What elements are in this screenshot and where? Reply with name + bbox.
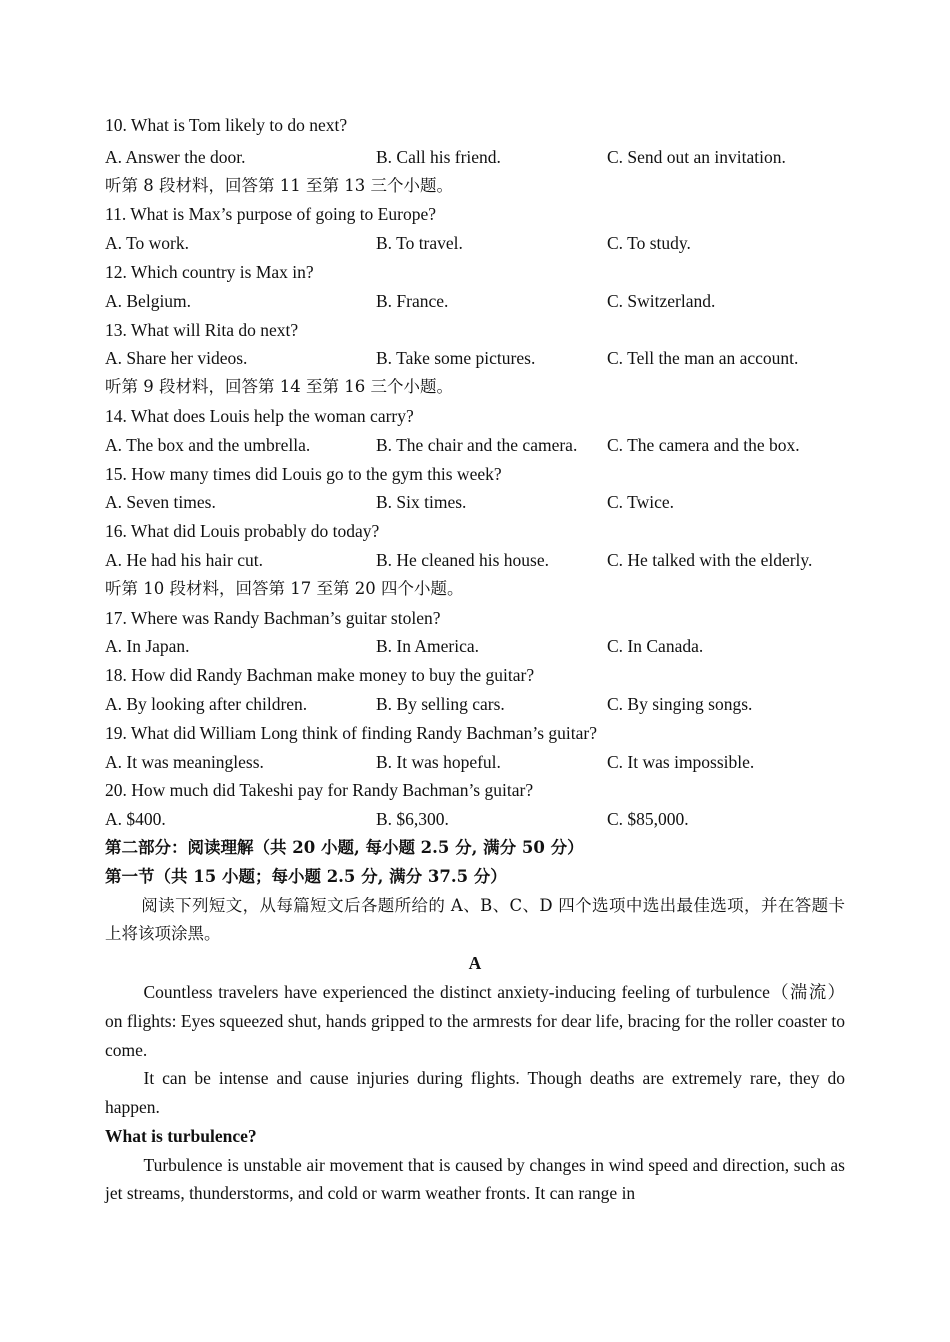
question-14: 14. What does Louis help the woman carry? [105, 405, 414, 426]
question-17: 17. Where was Randy Bachman’s guitar stolen? [105, 607, 441, 628]
option-c: C. Switzerland. [607, 290, 716, 311]
section-1-heading: 第一节（共 15 小题；每小题 2.5 分, 满分 37.5 分） [105, 866, 507, 886]
options-18 [105, 690, 845, 719]
option-b: B. The chair and the camera. [376, 434, 578, 455]
options-10 [105, 143, 845, 172]
option-b: B. He cleaned his house. [376, 549, 550, 570]
option-c: C. $85,000. [607, 809, 689, 830]
options-13 [105, 344, 845, 373]
option-c: C. The camera and the box. [607, 434, 800, 455]
passage-title: A [468, 953, 482, 974]
question-20: 20. How much did Takeshi pay for Randy Bachman’s guitar? [105, 780, 534, 801]
option-c: C. To study. [607, 233, 691, 254]
option-a: A. The box and the umbrella. [105, 434, 311, 455]
options-11 [105, 229, 845, 258]
reading-instructions: 阅读下列短文，从每篇短文后各题所给的 A、B、C、D 四个选项中选出最佳选项，并在答题卡上将该项涂黑。 [105, 895, 845, 944]
option-b: B. In America. [376, 636, 480, 657]
option-c: C. By singing songs. [607, 693, 753, 714]
option-c: C. Send out an invitation. [607, 146, 786, 167]
option-b: B. It was hopeful. [376, 751, 501, 772]
part-2-heading: 第二部分：阅读理解（共 20 小题, 每小题 2.5 分, 满分 50 分） [105, 837, 584, 857]
question-15: 15. How many times did Louis go to the gym this week? [105, 463, 502, 484]
option-a: A. Share her videos. [105, 348, 248, 369]
question-16: 16. What did Louis probably do today? [105, 521, 380, 542]
option-c: C. It was impossible. [607, 751, 755, 772]
options-16 [105, 546, 845, 575]
option-a: A. By looking after children. [105, 693, 308, 714]
passage-paragraph-2: It can be intense and cause injuries during flights. Though deaths are extremely rare, they do happen. [105, 1068, 845, 1118]
option-b: B. By selling cars. [376, 693, 505, 714]
section-10-instruction: 听第 10 段材料，回答第 17 至第 20 四个小题。 [105, 578, 464, 598]
options-19 [105, 748, 845, 777]
question-11: 11. What is Max’s purpose of going to Europe? [105, 204, 436, 225]
passage-subheading: What is turbulence? [105, 1125, 257, 1146]
option-a: A. To work. [105, 233, 190, 254]
options-12 [105, 287, 845, 316]
section-8-instruction: 听第 8 段材料，回答第 11 至第 13 三个小题。 [105, 175, 453, 195]
passage-paragraph-3: Turbulence is unstable air movement that is caused by changes in wind speed and direction, such as jet streams, thunderstorms, and cold or warm weather fronts. It can range in [105, 1154, 845, 1204]
option-c: C. Twice. [607, 492, 674, 513]
option-a: A. He had his hair cut. [105, 549, 263, 570]
options-17 [105, 632, 845, 661]
question-18: 18. How did Randy Bachman make money to buy the guitar? [105, 665, 535, 686]
question-12: 12. Which country is Max in? [105, 261, 314, 282]
option-a: A. $400. [105, 809, 166, 830]
option-b: B. Six times. [376, 492, 467, 513]
option-a: A. Answer the door. [105, 146, 246, 167]
question-19: 19. What did William Long think of finding Randy Bachman’s guitar? [105, 722, 597, 743]
option-b: B. Call his friend. [376, 146, 501, 167]
passage-paragraph-1: Countless travelers have experienced the distinct anxiety-inducing feeling of turbulence（湍流） on flights: Eyes squeezed shut, hands gripped to the armrests for dear life, bracing for the roller coaster to come. [105, 981, 845, 1060]
question-10: 10. What is Tom likely to do next? [105, 115, 348, 135]
exam-page [105, 111, 845, 1208]
option-c: C. In Canada. [607, 636, 704, 657]
options-15 [105, 488, 845, 517]
options-14 [105, 431, 845, 460]
option-a: A. It was meaningless. [105, 751, 264, 772]
option-a: A. Seven times. [105, 492, 216, 513]
option-b: B. $6,300. [376, 809, 449, 830]
option-b: B. France. [376, 290, 449, 311]
section-9-instruction: 听第 9 段材料，回答第 14 至第 16 三个小题。 [105, 377, 453, 397]
option-a: A. Belgium. [105, 290, 192, 311]
option-c: C. Tell the man an account. [607, 348, 799, 369]
option-a: A. In Japan. [105, 636, 190, 657]
option-b: B. Take some pictures. [376, 348, 536, 369]
option-b: B. To travel. [376, 233, 463, 254]
options-20 [105, 805, 845, 834]
question-13: 13. What will Rita do next? [105, 319, 299, 340]
option-c: C. He talked with the elderly. [607, 549, 813, 570]
